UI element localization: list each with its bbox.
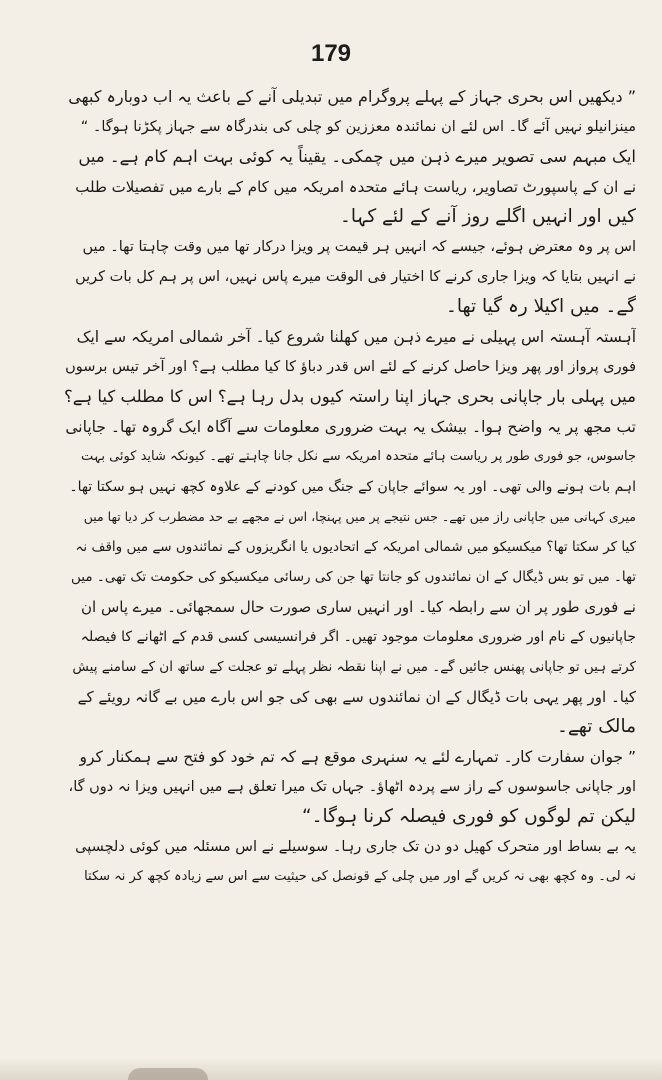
paragraph (64, 142, 636, 232)
text-line: نے فوری طور پر ان سے رابطہ کیا۔ اور انہیں ساری صورت حال سمجھائی۔ میرے پاس ان (81, 598, 636, 616)
text-line: کیں اور انہیں اگلے روز آنے کے لئے کہا۔ (340, 206, 636, 227)
text-line: کیا کر سکتا تھا؟ میکسیکو میں شمالی امریکہ کے اتحادیوں یا انگریزوں کے نمائندوں سے میں واقف نہ (75, 539, 636, 555)
page-text (64, 82, 636, 892)
text-line: اور جاپانی جاسوسوں کے راز سے پردہ اٹھاؤ۔ جہاں تک میرا تعلق ہے میں انہیں ویزا نہ دوں گا، (68, 779, 636, 795)
text-line: تب مجھ پر یہ واضح ہوا۔ بیشک یہ بہت ضروری معلومات سے آگاہ ایک گروہ تھا۔ جاپانی (65, 418, 636, 436)
text-line: جاپانیوں کے نام اور ضروری معلومات موجود تھیں۔ اگر فرانسیسی کسی قدم کے اٹھانے کا فیصلہ (80, 629, 636, 645)
paragraph (64, 832, 636, 892)
paragraph (64, 322, 636, 412)
text-line: ” جوان سفارت کار۔ تمہارے لئے یہ سنہری موقع ہے کہ تم خود کو فتح سے ہمکنار کرو (79, 748, 636, 766)
scan-bottom-edge (0, 1058, 662, 1080)
page-number: 179 (310, 40, 352, 67)
text-line: اہم بات ہونے والی تھی۔ اور یہ سوائے جاپان کے جنگ میں کودنے کے علاوہ کچھ نہیں ہو سکتا تھا۔ (69, 479, 636, 495)
scan-smudge (128, 1068, 208, 1080)
text-line: فوری پرواز اور پھر ویزا حاصل کرنے کے لئے اس قدر دباؤ کا کیا مطلب ہے؟ اور آخر تیس برسوں (65, 359, 636, 375)
paragraph (64, 82, 636, 142)
paragraph (64, 412, 636, 742)
text-line: آہستہ آہستہ اس پہیلی نے میرے ذہن میں کھلنا شروع کیا۔ آخر شمالی امریکہ سے ایک (76, 328, 636, 346)
text-line: میں پہلی بار جاپانی بحری جہاز اپنا راستہ کیوں بدل رہا ہے؟ اس کا مطلب کیا ہے؟ (64, 387, 636, 406)
text-line: یہ بے بساط اور متحرک کھیل دو دن تک جاری رہا۔ سوسیلے نے اس مسئلہ میں کوئی دلچسپی (75, 839, 636, 855)
text-line: نہ لی۔ وہ کچھ بھی نہ کریں گے اور میں چلی کے قونصل کی حیثیت سے اس سے زیادہ کچھ کر نہ سکتا (84, 869, 636, 884)
text-line: تھا۔ میں تو بس ڈیگال کے ان نمائندوں کو جانتا تھا جن کی رسائی میکسیکو کی حکومت تک تھی۔ میں (71, 569, 636, 585)
text-line: نے ان کے پاسپورٹ تصاویر، ریاست ہائے متحدہ امریکہ میں کام کے بارے میں تفصیلات طلب (75, 178, 636, 196)
paragraph (64, 232, 636, 322)
text-line: جاسوس، جو فوری طور پر ریاست ہائے متحدہ امریکہ سے نکل جانا چاہتے تھے۔ کیونکہ شاید کوئی بہت (80, 449, 636, 464)
text-line: ” دیکھیں اس بحری جہاز کے پہلے پروگرام میں تبدیلی آنے کے باعث یہ اب دوبارہ کبھی (68, 87, 636, 106)
text-line: مینزانیلو نہیں آئے گا۔ اس لئے ان نمائندہ معززین کو چلی کی بندرگاہ سے جہاز پکڑنا ہوگا۔ “ (80, 119, 636, 135)
text-line: کیا۔ اور پھر یہی بات ڈیگال کے ان نمائندوں سے بھی کی جو اس بارے میں بے گانہ رویئے کے (77, 688, 636, 706)
text-line: لیکن تم لوگوں کو فوری فیصلہ کرنا ہوگا۔“ (302, 806, 636, 827)
text-line: گے۔ میں اکیلا رہ گیا تھا۔ (446, 296, 636, 317)
text-line: ایک مبہم سی تصویر میرے ذہن میں چمکی۔ یقیناً یہ کوئی بہت اہم کام ہے۔ میں (78, 147, 636, 166)
text-line: نے انہیں بتایا کہ ویزا جاری کرنے کا اختیار فی الوقت میرے پاس نہیں، اس پر ہم کل بات کریں (75, 269, 636, 285)
paragraph (64, 742, 636, 832)
text-line: کرتے ہیں تو جاپانی پھنس جائیں گے۔ میں نے اپنا نقطہ نظر پہلے تو عجلت کے ساتھ ان کے سامنے پیش (72, 659, 636, 675)
text-line: مالک تھے۔ (557, 716, 636, 737)
text-line: میری کہانی میں جاپانی راز میں تھے۔ جس نتیجے پر میں پہنچا، اس نے مجھے بے حد مضطرب کر دیا تھا میں (83, 509, 636, 524)
text-line: اس پر وہ معترض ہوئے، جیسے کہ انہیں ہر قیمت پر ویزا درکار تھا میں وقت چاہتا تھا۔ میں (82, 239, 636, 255)
